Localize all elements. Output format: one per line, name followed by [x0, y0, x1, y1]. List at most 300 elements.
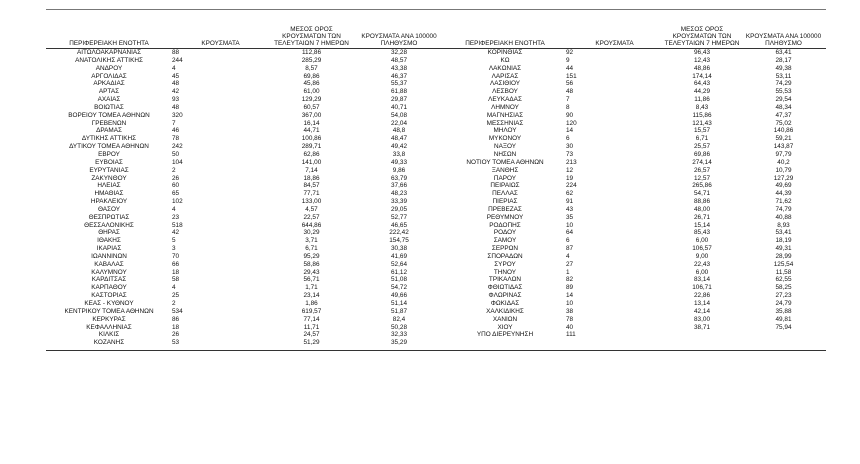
left-cases-cell: 18 — [172, 268, 180, 276]
left-region-cell: ΚΙΛΚΙΣ — [98, 331, 120, 339]
left-avg-cell: 95,29 — [303, 252, 320, 260]
left-rate-cell: 33,39 — [391, 198, 407, 206]
right-avg-cell: 25,57 — [694, 143, 710, 151]
left-cases-cell: 26 — [172, 174, 180, 182]
left-cases-cell: 242 — [172, 143, 183, 151]
left-region-cell: ΖΑΚΥΝΘΟΥ — [91, 174, 127, 182]
left-avg-cell: 100,86 — [301, 135, 322, 143]
left-avg-cell: 77,71 — [303, 190, 320, 198]
left-rate-cell: 51,14 — [391, 300, 407, 307]
right-avg-cell: 38,71 — [694, 323, 710, 331]
left-rate-cell: 48,8 — [392, 127, 406, 135]
left-avg-cell: 44,71 — [303, 127, 320, 135]
table-row — [46, 127, 826, 135]
left-cases-cell: 23 — [172, 213, 180, 221]
left-cases-cell: 60 — [172, 182, 180, 190]
left-avg-cell: 62,86 — [303, 150, 320, 158]
right-avg-cell: 85,43 — [694, 229, 710, 237]
right-region-cell: ΣΕΡΡΩΝ — [491, 245, 519, 253]
table-row — [46, 339, 826, 347]
right-region-cell: ΝΟΤΙΟΥ ΤΟΜΕΑ ΑΘΗΝΩΝ — [466, 158, 544, 166]
right-region-cell: ΡΕΘΥΜΝΟΥ — [486, 213, 524, 221]
right-region-cell: ΣΑΜΟΥ — [493, 237, 517, 245]
left-rate-cell: 9,86 — [392, 166, 406, 174]
right-rate-cell: 140,86 — [773, 127, 794, 135]
right-rate-cell: 44,39 — [775, 190, 792, 198]
right-avg-cell: 8,43 — [695, 103, 709, 111]
right-cases-cell: 6 — [566, 135, 570, 143]
right-region-cell: ΜΥΚΟΝΟΥ — [488, 135, 522, 143]
right-rate-cell — [741, 331, 826, 339]
right-avg-cell: 83,00 — [694, 315, 710, 323]
right-cases-cell — [566, 339, 663, 347]
cases-table — [46, 26, 826, 347]
left-rate-cell: 29,87 — [391, 96, 407, 104]
right-cases-cell: 40 — [566, 323, 574, 331]
table-row — [46, 308, 826, 316]
right-cases-cell: 56 — [566, 80, 574, 88]
left-rate-cell: 50,28 — [391, 323, 407, 331]
left-avg-cell: 129,29 — [301, 96, 322, 104]
right-avg-cell: 69,86 — [694, 150, 710, 158]
left-region-cell: ΘΗΡΑΣ — [98, 229, 120, 237]
right-avg-cell: 26,57 — [694, 166, 710, 174]
right-avg-cell: 15,57 — [694, 127, 710, 135]
right-avg-cell: 9,00 — [695, 252, 709, 260]
left-cases-cell: 86 — [172, 315, 180, 323]
right-rate-cell: 40,2 — [777, 158, 790, 166]
left-avg-cell: 141,00 — [301, 158, 322, 166]
right-region-cell: ΧΑΝΙΩΝ — [492, 315, 518, 323]
left-avg-cell: 24,57 — [303, 331, 320, 339]
table-row — [46, 49, 826, 57]
left-avg-cell: 61,00 — [303, 88, 320, 96]
right-region-cell: ΝΗΣΩΝ — [493, 150, 517, 158]
left-avg-cell: 84,57 — [303, 182, 320, 190]
left-rate-cell: 52,77 — [391, 213, 407, 221]
left-cases-cell: 48 — [172, 80, 180, 88]
right-rate-cell: 75,02 — [775, 119, 792, 127]
left-avg-cell: 30,29 — [303, 229, 320, 237]
left-avg-cell: 23,14 — [303, 292, 320, 300]
left-region-cell: ΚΑΡΔΙΤΣΑΣ — [91, 276, 127, 284]
left-region-cell: ΙΚΑΡΙΑΣ — [96, 245, 122, 253]
right-rate-cell: 75,94 — [775, 323, 792, 331]
right-cases-cell: 224 — [566, 182, 577, 190]
right-avg-cell: 115,86 — [692, 111, 712, 119]
left-rate-cell: 48,47 — [391, 135, 407, 143]
right-avg-cell — [663, 339, 741, 347]
right-cases-cell: 10 — [566, 300, 574, 307]
right-region-cell: ΣΥΡΟΥ — [494, 260, 516, 268]
right-avg-cell — [663, 331, 741, 339]
table-body — [46, 49, 826, 348]
left-region-cell: ΑΝΑΤΟΛΙΚΗΣ ΑΤΤΙΚΗΣ — [75, 56, 143, 64]
left-avg-cell: 51,29 — [303, 339, 320, 347]
left-region-cell: ΒΟΙΩΤΙΑΣ — [94, 103, 124, 111]
right-avg-cell: 22,43 — [694, 260, 710, 268]
left-rate-cell: 49,66 — [391, 292, 407, 300]
right-cases-cell: 73 — [566, 150, 574, 158]
left-avg-cell: 6,71 — [305, 245, 318, 253]
right-region-cell: ΛΕΣΒΟΥ — [492, 88, 518, 96]
right-region-cell: ΛΑΚΩΝΙΑΣ — [488, 64, 522, 72]
right-avg-cell: 6,00 — [695, 237, 709, 245]
left-region-cell: ΑΙΤΩΛΟΑΚΑΡΝΑΝΙΑΣ — [76, 49, 142, 56]
right-region-cell: ΥΠΟ ΔΙΕΡΕΥΝΗΣΗ — [476, 331, 534, 339]
header-region-right: ΠΕΡΙΦΕΡΕΙΑΚΗ ΕΝΟΤΗΤΑ — [465, 40, 545, 47]
left-region-cell: ΘΕΣΣΑΛΟΝΙΚΗΣ — [84, 221, 134, 229]
left-region-cell: ΘΑΣΟΥ — [97, 205, 121, 213]
left-rate-cell: 33,8 — [392, 150, 406, 158]
left-cases-cell: 66 — [172, 260, 180, 268]
right-cases-cell: 111 — [566, 331, 576, 339]
right-cases-cell: 44 — [566, 64, 574, 72]
left-cases-cell: 320 — [172, 111, 183, 119]
top-rule — [46, 9, 826, 10]
header-rate-right: ΚΡΟΥΣΜΑΤΑ ΑΝΑ 100000 ΠΛΗΘΥΣΜΟ — [745, 33, 822, 47]
left-region-cell: ΔΥΤΙΚΟΥ ΤΟΜΕΑ ΑΘΗΝΩΝ — [69, 143, 149, 151]
right-avg-cell: 12,43 — [694, 56, 710, 64]
right-avg-cell: 11,86 — [694, 96, 710, 104]
left-rate-cell: 52,64 — [391, 260, 407, 268]
left-cases-cell: 534 — [172, 307, 183, 315]
right-region-cell: ΠΡΕΒΕΖΑΣ — [488, 205, 522, 213]
table-row — [46, 331, 826, 339]
left-rate-cell: 54,08 — [391, 111, 407, 119]
left-cases-cell: 42 — [172, 88, 180, 96]
left-avg-cell: 644,86 — [301, 221, 322, 229]
table-row — [46, 73, 826, 81]
table-row — [46, 237, 826, 245]
right-region-cell: ΚΟΡΙΝΘΙΑΣ — [487, 49, 523, 56]
table-row — [46, 104, 826, 112]
right-avg-cell: 48,86 — [694, 64, 710, 72]
left-cases-cell: 18 — [172, 323, 180, 331]
left-cases-cell: 65 — [172, 190, 180, 198]
right-cases-cell: 12 — [566, 166, 574, 174]
table-header — [46, 26, 826, 49]
right-avg-cell: 6,00 — [695, 268, 709, 276]
right-cases-cell: 64 — [566, 229, 574, 237]
left-cases-cell: 93 — [172, 96, 180, 104]
right-cases-cell: 92 — [566, 49, 574, 56]
right-avg-cell: 26,71 — [694, 213, 710, 221]
left-cases-cell: 88 — [172, 49, 180, 56]
right-rate-cell: 125,54 — [773, 260, 794, 268]
table-row — [46, 182, 826, 190]
right-cases-cell: 8 — [566, 103, 570, 111]
left-cases-cell: 2 — [172, 166, 176, 174]
right-rate-cell: 71,62 — [775, 198, 792, 206]
table-row — [46, 143, 826, 151]
left-avg-cell: 1,71 — [305, 284, 318, 292]
left-cases-cell: 26 — [172, 331, 180, 339]
header-avg-left: ΜΕΣΟΣ ΟΡΟΣ ΚΡΟΥΣΜΑΤΩΝ ΤΩΝ ΤΕΛΕΥΤΑΙΩΝ 7 ΗΜΕΡΩΝ — [274, 26, 349, 47]
left-cases-cell: 58 — [172, 276, 180, 284]
right-avg-cell: 174,14 — [692, 72, 712, 80]
left-rate-cell: 49,33 — [391, 158, 407, 166]
right-avg-cell: 44,29 — [694, 88, 710, 96]
left-cases-cell: 78 — [172, 135, 180, 143]
left-cases-cell: 45 — [172, 72, 180, 80]
left-region-cell: ΓΡΕΒΕΝΩΝ — [91, 119, 127, 127]
right-region-cell: ΡΟΔΟΥ — [493, 229, 517, 237]
left-rate-cell: 49,42 — [391, 143, 407, 151]
right-region-cell: ΤΗΝΟΥ — [493, 268, 517, 276]
right-region-cell: ΦΛΩΡΙΝΑΣ — [488, 292, 522, 300]
left-avg-cell: 3,71 — [305, 237, 318, 245]
left-rate-cell: 32,28 — [391, 49, 407, 56]
right-cases-cell: 90 — [566, 111, 574, 119]
right-region-cell: ΣΠΟΡΑΔΩΝ — [487, 252, 523, 260]
right-avg-cell: 54,71 — [694, 190, 710, 198]
left-cases-cell: 70 — [172, 252, 180, 260]
left-avg-cell: 29,43 — [303, 268, 320, 276]
table-row — [46, 65, 826, 73]
table-row — [46, 229, 826, 237]
right-region-cell: ΡΟΔΟΠΗΣ — [489, 221, 521, 229]
right-rate-cell: 49,81 — [775, 315, 792, 323]
left-rate-cell: 63,79 — [391, 174, 407, 182]
left-rate-cell: 32,33 — [391, 331, 407, 339]
right-region-cell: ΠΕΛΛΑΣ — [492, 190, 518, 198]
table-row — [46, 190, 826, 198]
left-avg-cell: 285,29 — [301, 56, 322, 64]
left-region-cell: ΑΡΓΟΛΙΔΑΣ — [91, 72, 127, 80]
table-row — [46, 96, 826, 104]
right-cases-cell: 35 — [566, 213, 574, 221]
left-avg-cell: 60,57 — [303, 103, 320, 111]
table-row — [46, 276, 826, 284]
report-sheet — [46, 9, 826, 351]
left-cases-cell: 4 — [172, 284, 176, 292]
right-cases-cell: 62 — [566, 190, 574, 198]
left-cases-cell: 518 — [172, 221, 183, 229]
right-cases-cell: 87 — [566, 245, 574, 253]
right-rate-cell: 27,23 — [775, 292, 792, 300]
left-rate-cell: 48,23 — [391, 190, 407, 198]
right-cases-cell: 91 — [566, 198, 574, 206]
left-rate-cell: 82,4 — [392, 315, 406, 323]
left-cases-cell: 42 — [172, 229, 180, 237]
table-row — [46, 324, 826, 332]
table-row — [46, 57, 826, 65]
right-region-cell: ΝΑΞΟΥ — [493, 143, 517, 151]
left-region-cell: ΙΘΑΚΗΣ — [97, 237, 121, 245]
table-row — [46, 198, 826, 206]
right-cases-cell: 1 — [566, 268, 570, 276]
left-avg-cell: 8,57 — [305, 64, 318, 72]
left-avg-cell: 69,86 — [303, 72, 320, 80]
left-avg-cell: 77,14 — [303, 315, 320, 323]
right-cases-cell: 19 — [566, 174, 574, 182]
left-region-cell: ΑΡΤΑΣ — [98, 88, 120, 96]
left-cases-cell: 4 — [172, 64, 176, 72]
right-region-cell: ΞΑΝΘΗΣ — [491, 166, 519, 174]
left-region-cell: ΚΑΒΑΛΑΣ — [94, 260, 124, 268]
right-cases-cell: 43 — [566, 205, 574, 213]
right-rate-cell: 28,99 — [775, 252, 792, 260]
right-cases-cell: 14 — [566, 127, 574, 135]
right-cases-cell: 27 — [566, 260, 574, 268]
left-rate-cell: 222,42 — [389, 229, 409, 237]
left-cases-cell: 104 — [172, 158, 183, 166]
left-region-cell: ΚΕΑΣ - ΚΥΘΝΟΥ — [84, 300, 134, 307]
left-rate-cell: 37,66 — [391, 182, 407, 190]
right-avg-cell: 83,14 — [694, 276, 710, 284]
left-avg-cell: 56,71 — [303, 276, 320, 284]
left-cases-cell: 25 — [172, 292, 180, 300]
right-rate-cell: 24,79 — [775, 300, 792, 307]
right-rate-cell: 55,53 — [775, 88, 792, 96]
right-rate-cell: 74,29 — [775, 80, 792, 88]
left-rate-cell: 35,29 — [391, 339, 407, 347]
right-rate-cell: 47,37 — [775, 111, 792, 119]
right-region-cell: ΠΙΕΡΙΑΣ — [492, 198, 518, 206]
right-rate-cell: 62,55 — [775, 276, 792, 284]
left-cases-cell: 53 — [172, 339, 180, 347]
table-row — [46, 167, 826, 175]
right-cases-cell: 38 — [566, 307, 574, 315]
table-row — [46, 159, 826, 167]
right-rate-cell: 28,17 — [775, 56, 792, 64]
table-row — [46, 245, 826, 253]
left-avg-cell: 619,57 — [301, 307, 322, 315]
left-rate-cell: 43,38 — [391, 64, 407, 72]
right-cases-cell: 78 — [566, 315, 574, 323]
left-region-cell: ΚΕΝΤΡΙΚΟΥ ΤΟΜΕΑ ΑΘΗΝΩΝ — [64, 307, 154, 315]
table-row — [46, 112, 826, 120]
left-cases-cell: 48 — [172, 103, 180, 111]
left-cases-cell: 2 — [172, 300, 176, 307]
right-rate-cell: 58,25 — [775, 284, 792, 292]
left-region-cell: ΑΡΚΑΔΙΑΣ — [93, 80, 125, 88]
table-row — [46, 88, 826, 96]
right-rate-cell: 74,79 — [775, 205, 792, 213]
right-cases-cell: 48 — [566, 88, 574, 96]
table-row — [46, 253, 826, 261]
left-cases-cell: 46 — [172, 127, 180, 135]
right-rate-cell: 53,41 — [775, 229, 792, 237]
left-region-cell: ΚΕΡΚΥΡΑΣ — [92, 315, 126, 323]
left-rate-cell: 61,88 — [391, 88, 407, 96]
right-region-cell: ΚΩ — [500, 56, 510, 64]
right-cases-cell: 10 — [566, 221, 574, 229]
left-avg-cell: 7,14 — [305, 166, 318, 174]
left-avg-cell: 1,86 — [305, 300, 318, 307]
right-region-cell: ΤΡΙΚΑΛΩΝ — [488, 276, 522, 284]
left-cases-cell: 50 — [172, 150, 180, 158]
right-avg-cell: 88,86 — [694, 198, 710, 206]
left-avg-cell: 58,86 — [303, 260, 320, 268]
left-region-cell: ΚΟΖΑΝΗΣ — [93, 339, 125, 347]
right-avg-cell: 274,14 — [692, 158, 712, 166]
right-region-cell: ΦΘΙΩΤΙΔΑΣ — [487, 284, 523, 292]
left-region-cell: ΚΑΣΤΟΡΙΑΣ — [91, 292, 127, 300]
right-rate-cell: 53,11 — [775, 72, 792, 80]
table-row — [46, 80, 826, 88]
right-cases-cell: 30 — [566, 143, 574, 151]
right-rate-cell: 49,69 — [775, 182, 792, 190]
left-avg-cell: 4,57 — [305, 205, 318, 213]
left-avg-cell: 22,57 — [303, 213, 320, 221]
left-region-cell: ΕΥΒΟΙΑΣ — [95, 158, 123, 166]
left-avg-cell: 133,00 — [301, 198, 322, 206]
right-region-cell: ΦΩΚΙΔΑΣ — [490, 300, 520, 307]
left-region-cell: ΘΕΣΠΡΩΤΙΑΣ — [88, 213, 130, 221]
table-row — [46, 261, 826, 269]
right-rate-cell: 127,29 — [773, 174, 794, 182]
right-cases-cell: 151 — [566, 72, 577, 80]
right-avg-cell: 106,71 — [692, 284, 712, 292]
left-region-cell: ΗΡΑΚΛΕΙΟΥ — [90, 198, 128, 206]
table-row — [46, 206, 826, 214]
left-avg-cell: 16,14 — [303, 119, 320, 127]
right-rate-cell: 18,19 — [775, 237, 792, 245]
right-rate-cell: 29,54 — [775, 96, 792, 104]
left-region-cell: ΕΥΡΥΤΑΝΙΑΣ — [89, 166, 129, 174]
table-row — [46, 120, 826, 128]
left-rate-cell: 61,12 — [391, 268, 407, 276]
table-row — [46, 292, 826, 300]
right-region-cell: ΛΑΡΙΣΑΣ — [491, 72, 519, 80]
right-rate-cell — [741, 339, 826, 347]
left-avg-cell: 45,86 — [303, 80, 320, 88]
right-rate-cell: 59,21 — [775, 135, 792, 143]
right-avg-cell: 121,43 — [692, 119, 712, 127]
right-rate-cell: 97,79 — [775, 150, 792, 158]
left-cases-cell: 3 — [172, 245, 176, 253]
left-rate-cell: 40,71 — [391, 103, 407, 111]
right-cases-cell: 82 — [566, 276, 574, 284]
left-cases-cell: 4 — [172, 205, 176, 213]
left-rate-cell: 46,65 — [391, 221, 407, 229]
left-region-cell: ΗΜΑΘΙΑΣ — [94, 190, 124, 198]
header-cases-right: ΚΡΟΥΣΜΑΤΑ — [595, 40, 634, 47]
right-region-cell: ΜΑΓΝΗΣΙΑΣ — [486, 111, 524, 119]
right-region-cell: ΧΑΛΚΙΔΙΚΗΣ — [486, 307, 524, 315]
right-avg-cell: 106,57 — [692, 245, 712, 253]
right-rate-cell: 40,88 — [775, 213, 792, 221]
left-avg-cell: 11,71 — [303, 323, 320, 331]
right-avg-cell: 6,71 — [695, 135, 709, 143]
left-rate-cell: 154,75 — [389, 237, 409, 245]
bottom-rule — [46, 350, 826, 351]
right-cases-cell: 120 — [566, 119, 577, 127]
right-rate-cell: 63,41 — [775, 49, 792, 56]
header-avg-right: ΜΕΣΟΣ ΟΡΟΣ ΚΡΟΥΣΜΑΤΩΝ ΤΩΝ ΤΕΛΕΥΤΑΙΩΝ 7 ΗΜΕΡΩΝ — [664, 26, 740, 47]
right-avg-cell: 48,00 — [694, 205, 710, 213]
right-cases-cell: 4 — [566, 252, 570, 260]
header-cases-left: ΚΡΟΥΣΜΑΤΑ — [201, 40, 240, 47]
left-region-cell: ΚΑΡΠΑΘΟΥ — [91, 284, 127, 292]
right-region-cell: ΛΕΥΚΑΔΑΣ — [488, 96, 522, 104]
left-avg-cell: 112,86 — [301, 49, 322, 56]
right-cases-cell: 14 — [566, 292, 574, 300]
left-rate-cell: 46,37 — [391, 72, 407, 80]
left-rate-cell: 51,87 — [391, 307, 407, 315]
table-row — [46, 300, 826, 308]
left-cases-cell: 7 — [172, 119, 176, 127]
table-row — [46, 175, 826, 183]
right-rate-cell: 49,31 — [775, 245, 792, 253]
left-cases-cell: 102 — [172, 198, 183, 206]
left-region-cell: ΚΕΦΑΛΛΗΝΙΑΣ — [86, 323, 132, 331]
table-row — [46, 284, 826, 292]
header-region-left: ΠΕΡΙΦΕΡΕΙΑΚΗ ΕΝΟΤΗΤΑ — [69, 40, 149, 47]
right-rate-cell: 49,38 — [775, 64, 792, 72]
